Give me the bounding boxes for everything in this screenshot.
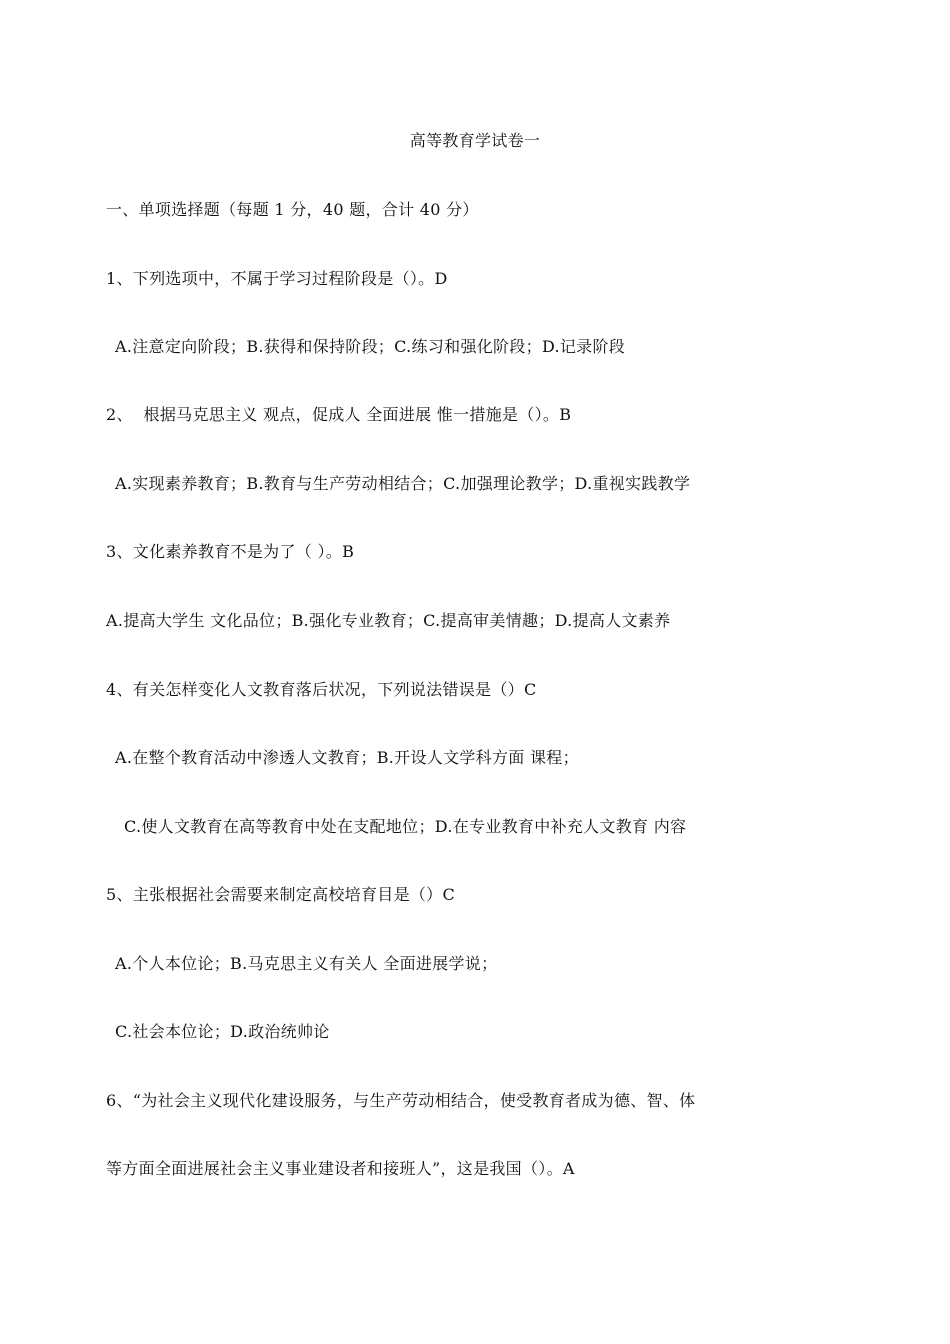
question-options: A.注意定向阶段；B.获得和保持阶段；C.练习和强化阶段；D.记录阶段 [115,337,626,356]
question-stem: 2、 根据马克思主义 观点，促成人 全面进展 惟一措施是（）。B [106,405,572,424]
section-heading: 一、单项选择题（每题 1 分，40 题，合计 40 分） [106,200,479,219]
question-options: A.在整个教育活动中渗透人文教育；B.开设人文学科方面 课程； [115,748,579,767]
question-stem: 6、“为社会主义现代化建设服务，与生产劳动相结合，使受教育者成为德、智、体 [106,1091,696,1110]
question-stem: 5、主张根据社会需要来制定高校培育目是（）C [106,885,456,904]
question-options: C.社会本位论；D.政治统帅论 [115,1022,330,1041]
question-stem-continued: 等方面全面进展社会主义事业建设者和接班人”，这是我国（）。A [106,1159,575,1178]
question-stem: 4、有关怎样变化人文教育落后状况，下列说法错误是（）C [106,680,537,699]
question-options: A.实现素养教育；B.教育与生产劳动相结合；C.加强理论教学；D.重视实践教学 [115,474,691,493]
question-stem: 3、文化素养教育不是为了（ ）。B [106,542,355,561]
question-options: A.提高大学生 文化品位；B.强化专业教育；C.提高审美情趣；D.提高人文素养 [106,611,671,630]
question-options: C.使人文教育在高等教育中处在支配地位；D.在专业教育中补充人文教育 内容 [124,817,687,836]
page-title: 高等教育学试卷一 [409,131,541,150]
question-options: A.个人本位论；B.马克思主义有关人 全面进展学说； [115,954,498,973]
question-stem: 1、下列选项中，不属于学习过程阶段是（）。D [106,269,448,288]
